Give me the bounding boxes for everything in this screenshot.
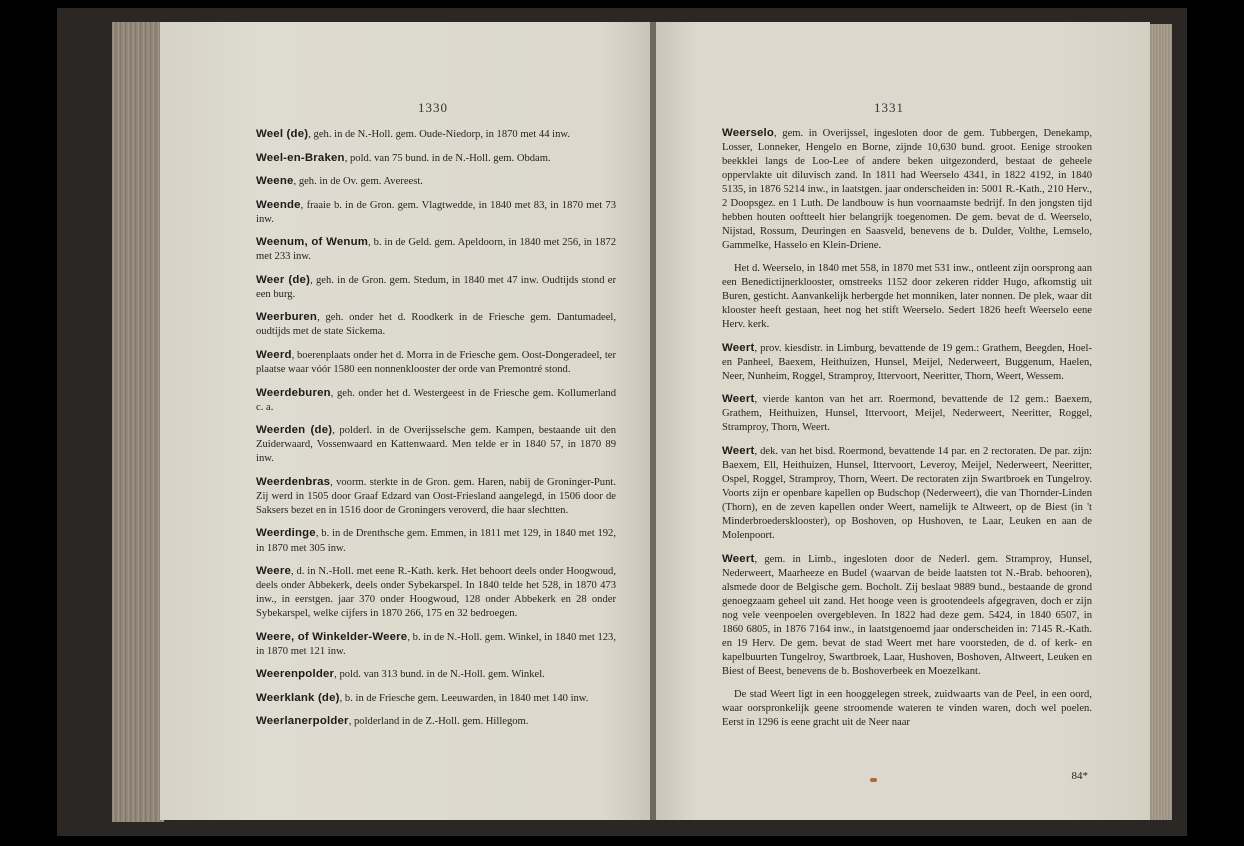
dictionary-entry [256,564,616,621]
entry-text: , polderland in de Z.-Holl. gem. Hillegom. [348,716,529,728]
dictionary-entry [256,151,616,166]
dictionary-entry [256,691,616,706]
dictionary-entry [256,235,616,264]
entry-text: , b. in de Geld. gem. Apeldoorn, in 1840 met 256, in 1872 met 233 inw. [256,237,616,263]
entry-text: , vierde kanton van het arr. Roermond, bevattende de 12 gem.: Baexem, Grathem, Heithuizen, Hunsel, Ittervoort, Meijel, Nederweert, Neeritter, Roggel, Stramproy, Thorn, Weert. [722,394,1092,434]
entry-text: , pold. van 75 bund. in de N.-Holl. gem. Obdam. [344,152,551,164]
entry-text: , b. in de Friesche gem. Leeuwarden, in 1840 met 140 inw. [339,692,589,704]
entry-text: , gem. in Overijssel, ingesloten door de gem. Tubbergen, Denekamp, Losser, Lonneker, Hengelo en Borne, zijnde 10,630 bund. groot. Eenige strooken beekklei langs de Loo-Lee of andere beken uitgezonderd, bestaat de geheele oppervlakte uit diluvisch zand. In 1811 had Weerselo 4341, in 1822 4192, in 1840 5135, in 1876 5214 inw., in laatstgen. jaar onderscheiden in: 5001 R.-Kath., 210 Herv., 2 Doopsgez. en 1 Luth. De landbouw is hun voornaamste bedrijf. In den jongsten tijd hebben houten ooftteelt hier belangrijk toegenomen. De gem. bevat de d. Weerselo, Nijstad, Rossum, Deuringen en Saasveld, benevens de b. Dulder, Volthe, Lemselo, Gammelke, Hasselo en Klein-Driene. [722,128,1092,252]
dictionary-entry [722,444,1092,543]
dictionary-entry [256,127,616,142]
entry-headword: Weerlanerpolder [256,715,349,728]
entry-text: , geh. in de Gron. gem. Stedum, in 1840 met 47 inw. Oudtijds stond er een burg. [256,274,616,300]
entry-text: , b. in de N.-Holl. gem. Winkel, in 1840 met 123, in 1870 met 121 inw. [256,631,616,657]
dictionary-entry [256,310,616,339]
book-page-edges-left [112,22,164,822]
entry-headword: Weerd [256,349,292,362]
entry-text: , geh. in de Ov. gem. Avereest. [293,176,423,188]
dictionary-entry [722,392,1092,435]
entry-text: , gem. in Limb., ingesloten door de Nederl. gem. Stramproy, Hunsel, Nederweert, Maarheeze en Budel (waarvan de beide laatsten tot N.-Brab. behooren), alsmede door de Belgische gem. Bocholt. Zij beslaat 9889 bund., bestaande de grond genoegzaam geheel uit zand. Het hooge veen is grootendeels afgegraven, doch er zijn nog vele veenpoelen overgebleven. In 1822 had deze gem. 5424, in 1840 6507, in 1860 6805, in 1876 7164 inw., in laatstgenoemd jaar onderscheiden in: 7145 R.-Kath. en 19 Herv. De gem. bevat de stad Weert met hare voorsteden, de d. of kerk- en kapelbuurten Tungelroy, Swartbroek, Laar, Hushoven, Boshoven, Altweert, Leuken en Biest of Beest, benevens de b. Boshoverbeek en Moezelkant. [722,553,1092,678]
dictionary-entry [256,174,616,189]
entry-text: , geh. in de N.-Holl. gem. Oude-Niedorp, in 1870 met 44 inw. [308,129,570,140]
dictionary-entry [256,273,616,302]
entry-headword: Weenum, of Wenum [256,236,369,249]
entry-headword: Weerdinge [256,527,316,540]
right-page [656,22,1150,820]
dictionary-entry [256,526,616,555]
entry-headword: Weerdenbras [256,475,331,488]
entry-headword: Weene [256,175,294,188]
dictionary-entry [722,126,1092,253]
entry-headword: Weert [722,393,755,406]
left-page-number: 1330 [418,100,448,115]
left-page [160,22,652,820]
entry-text: , fraaie b. in de Gron. gem. Vlagtwedde, in 1840 met 83, in 1870 met 73 inw. [256,199,616,225]
dictionary-entry [256,714,616,729]
pencil-mark [870,778,877,782]
dictionary-entry [256,667,616,682]
entry-text: , d. in N.-Holl. met eene R.-Kath. kerk. Het behoort deels onder Hoogwoud, deels onder Abbekerk, deels onder Sybekarspel. In 1840 telde het 528, in 1870 473 inw., in eerstgen. jaar 370 onder Hoogwoud, 128 onder Abbekerk en 28 onder Sybekarspel, welke cijfers in 1870 266, 175 en 32 bedroegen. [256,566,616,620]
entry-text: , dek. van het bisd. Roermond, bevattende 14 par. en 2 rectoraten. De par. zijn: Baexem, Ell, Heithuizen, Hunsel, Ittervoort, Leveroy, Meijel, Nederweert, Neeritter, Ospel, Roggel, Stramproy, Thorn, Weert. De rectoraten zijn Swartbroek en Tungelroy. Voorts zijn er openbare kapellen op Budschop (Nederweert), die van Thornder-Linden (Thorn), en de zeven kapellen onder Weert, namelijk te Altweert, op de Biest (in 't Minderbroedersklooster), op Boshoven, op Hushoven, te Laar, Leuken en aan de Molenpoort. [722,445,1092,542]
dictionary-entry [256,198,616,227]
entry-text: , geh. onder het d. Roodkerk in de Friesche gem. Dantumadeel, oudtijds met de state Sickema. [256,312,616,338]
entry-headword: Weert [722,552,755,565]
entry-headword: Weere [256,565,291,578]
entry-text: , prov. kiesdistr. in Limburg, bevattende de 19 gem.: Grathem, Beegden, Hoel-en Panheel, Baexem, Heithuizen, Hunsel, Meijel, Nederweert, Buggenum, Haelen, Neer, Nunheim, Roggel, Stramproy, Ittervoort, Neeritter, Thorn, Weert, Wessem. [722,342,1092,382]
entry-headword: Weerden (de) [256,424,333,437]
entry-headword: Weel-en-Braken [256,151,345,164]
dictionary-entry [256,475,616,518]
dictionary-entry [256,348,616,377]
entry-headword: Weere, of Winkelder-Weere [256,630,408,643]
entry-text: Het d. Weerselo, in 1840 met 558, in 1870 met 531 inw., ontleent zijn oorsprong aan een Benedictijnerklooster, omstreeks 1152 door zekeren ridder Hugo, afkomstig uit Buren, gesticht. Aanvankelijk herbergde het monniken, later nonnen. De plek, waar dit klooster heeft gestaan, heet nog het stift Weerselo. Sedert 1826 heeft Weerselo eene Herv. kerk. [722,262,1092,331]
entry-headword: Weerselo [722,127,775,139]
entry-headword: Weerenpolder [256,668,335,681]
right-page-number: 1331 [874,100,904,115]
dictionary-entry [722,552,1092,679]
entry-headword: Weerdeburen [256,386,331,399]
entry-headword: Weel (de) [256,128,309,140]
entry-text: , pold. van 313 bund. in de N.-Holl. gem. Winkel. [334,669,545,681]
entry-text: , voorm. sterkte in de Gron. gem. Haren, nabij de Groninger-Punt. Zij werd in 1505 door Graaf Edzard van Oost-Friesland aangelegd, in 1506 door de Saksers bezet en in 1516 door de Groningers veroverd, die haar slechtten. [256,476,616,516]
left-page-text [256,127,616,738]
entry-headword: Weert [722,341,755,354]
entry-headword: Weer (de) [256,273,311,286]
signature-mark: 84* [1071,770,1088,782]
book-page-edges-right [1148,24,1172,820]
dictionary-entry [722,341,1092,384]
entry-headword: Weerburen [256,311,318,324]
dictionary-entry [256,386,616,415]
entry-text: De stad Weert ligt in een hooggelegen streek, zuidwaarts van de Peel, in een oord, waar oorspronkelijk geene stroomende wateren te vinden waren, doch wel poelen. Eerst in 1296 is eene gracht uit de Neer naar [722,688,1092,728]
dictionary-entry [256,630,616,659]
entry-headword: Weende [256,198,301,211]
entry-headword: Weerklank (de) [256,691,340,704]
entry-text: , b. in de Drenthsche gem. Emmen, in 1811 met 129, in 1840 met 192, in 1870 met 305 inw. [256,528,616,554]
dictionary-entry [256,423,616,466]
right-page-text [722,126,1092,738]
dictionary-entry [722,688,1092,730]
entry-text: , polderl. in de Overijsselsche gem. Kampen, bestaande uit den Zuiderwaard, Vossenwaard en Kattenwaard. Men telde er in 1840 57, in 1870 89 inw. [256,425,617,465]
dictionary-entry [722,262,1092,332]
entry-text: , geh. onder het d. Westergeest in de Friesche gem. Kollumerland c. a. [256,387,616,413]
entry-headword: Weert [722,444,755,457]
entry-text: , boerenplaats onder het d. Morra in de Friesche gem. Oost-Dongeradeel, ter plaatse waar vóór 1580 een nonnenklooster der orde van Premontré stond. [256,350,616,376]
